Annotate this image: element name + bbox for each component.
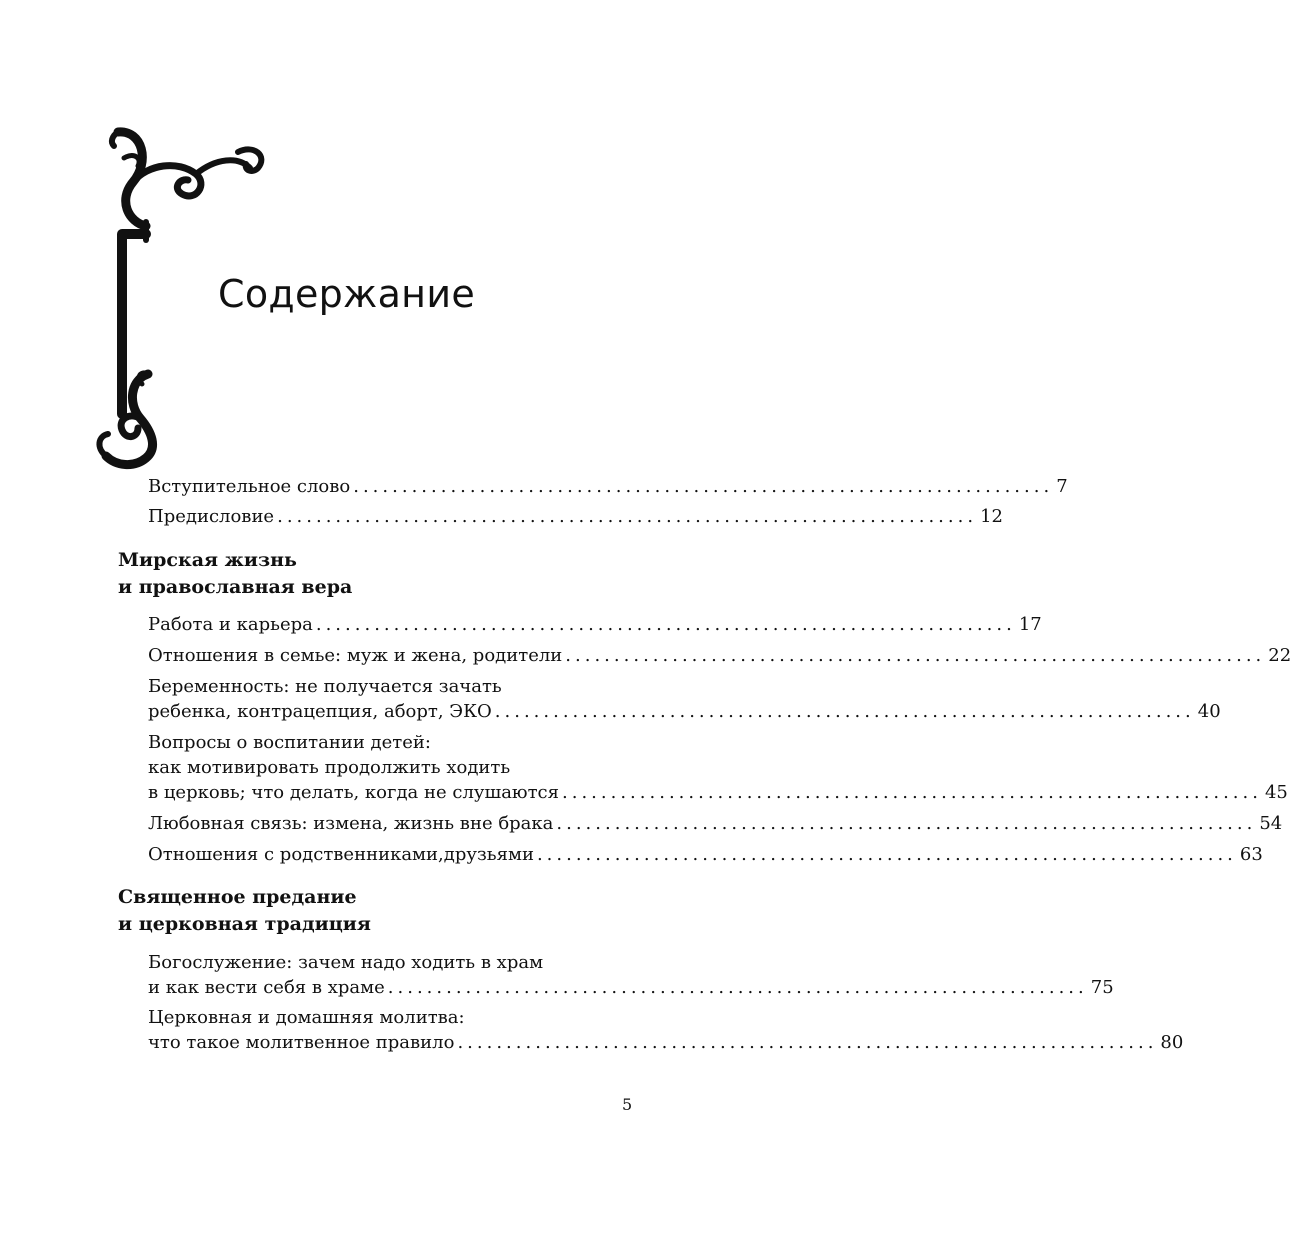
toc-entry-page: 45 [1264, 782, 1288, 803]
toc-entry-title: Работа и карьера [148, 614, 313, 635]
page-title: Содержание [218, 272, 475, 316]
toc-entry[interactable]: Церковная и домашняя молитва: что такое молитвенное правило ........................................................................ 80 [148, 1007, 1184, 1053]
toc-entry-page: 75 [1090, 977, 1114, 998]
toc-entry-title: Беременность: не получается зачать [148, 676, 502, 697]
section-heading: Мирская жизнь и православная вера [118, 549, 353, 598]
toc-entry-page: 17 [1018, 614, 1042, 635]
toc-entry-title: Вопросы о воспитании детей: [148, 732, 431, 753]
toc-entry-title: что такое молитвенное правило [148, 1032, 455, 1053]
toc-entry-page: 80 [1160, 1032, 1184, 1053]
section-heading: Священное предание и церковная традиция [118, 886, 371, 935]
toc-entry[interactable]: Вступительное слово ........................................................................ 7 [148, 476, 1068, 497]
toc-entry-page: 7 [1056, 476, 1068, 497]
toc-entry[interactable]: Богослужение: зачем надо ходить в храм и как вести себя в храме ........................................................................ 75 [148, 952, 1114, 998]
toc-entry-title: Отношения в семье: муж и жена, родители [148, 645, 563, 666]
toc-entry-title: Церковная и домашняя молитва: [148, 1007, 465, 1028]
toc-entry-page: 63 [1239, 844, 1263, 865]
toc-entry-title: Предисловие [148, 506, 275, 527]
toc-entry-title: как мотивировать продолжить ходить [148, 757, 511, 778]
toc-entry-title: и как вести себя в храме [148, 977, 385, 998]
page-number: 5 [622, 1095, 633, 1114]
toc-entry-title: Отношения с родственниками,друзьями [148, 844, 534, 865]
toc-entry-page: 22 [1268, 645, 1291, 666]
toc-entry-title: ребенка, контрацепция, аборт, ЭКО [148, 701, 492, 722]
toc-entry-title: Любовная связь: измена, жизнь вне брака [148, 813, 554, 834]
toc-entry[interactable]: Любовная связь: измена, жизнь вне брака ........................................................................ 54 [148, 813, 1283, 834]
toc-entry[interactable]: Работа и карьера ........................................................................ 17 [148, 614, 1042, 635]
toc-entry[interactable]: Вопросы о воспитании детей: как мотивировать продолжить ходить в церковь; что делать, когда не слушаются ........................................................................ 45 [148, 732, 1288, 803]
toc-entry-title: в церковь; что делать, когда не слушаются [148, 782, 559, 803]
toc-entry-title: Вступительное слово [148, 476, 351, 497]
toc-entry[interactable]: Предисловие ........................................................................ 12 [148, 506, 1003, 527]
toc-entry[interactable]: Отношения в семье: муж и жена, родители ........................................................................ 22 [148, 645, 1291, 666]
toc-entry-title: Богослужение: зачем надо ходить в храм [148, 952, 544, 973]
toc-entry-page: 12 [980, 506, 1003, 527]
toc-entry[interactable]: Беременность: не получается зачать ребенка, контрацепция, аборт, ЭКО ........................................................................ 40 [148, 676, 1221, 722]
toc-entry-page: 54 [1259, 813, 1283, 834]
toc-entry-page: 40 [1197, 701, 1221, 722]
toc-entry[interactable]: Отношения с родственниками,друзьями ........................................................................ 63 [148, 844, 1263, 865]
